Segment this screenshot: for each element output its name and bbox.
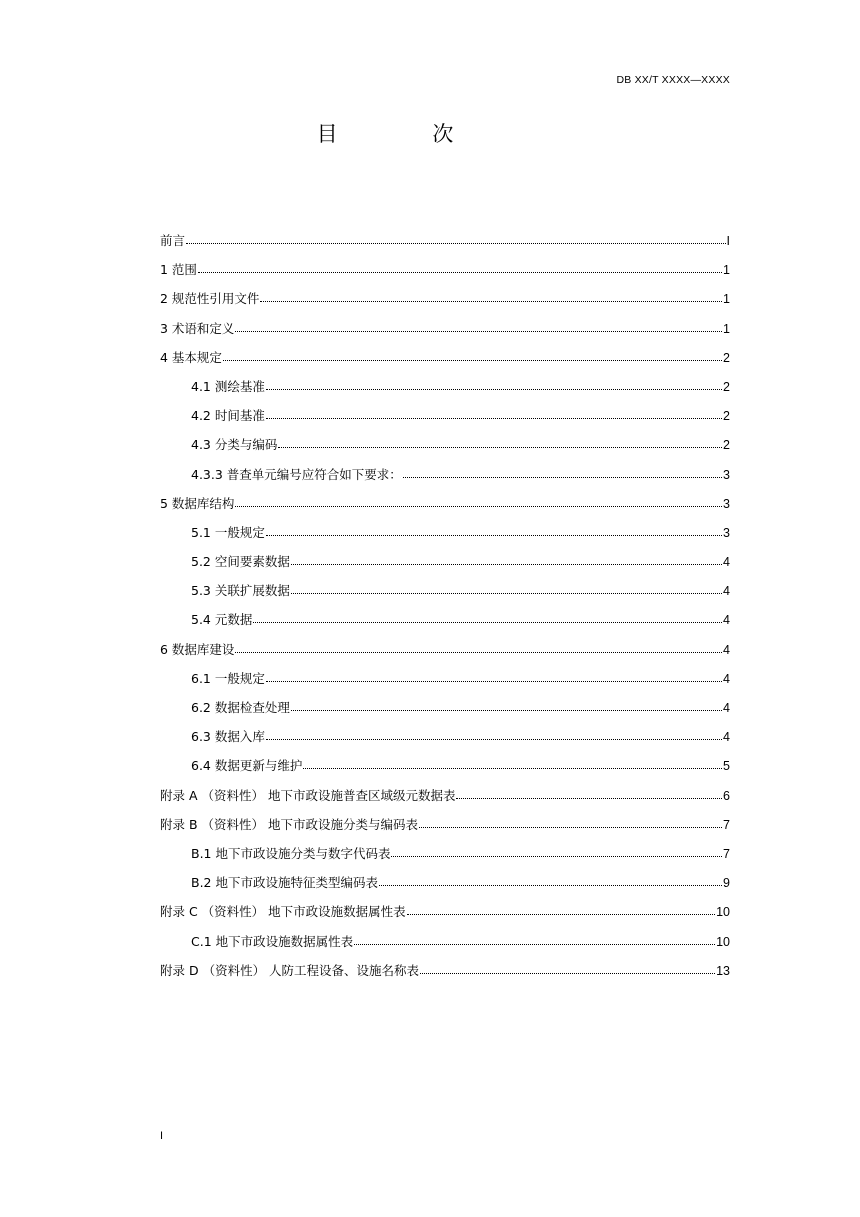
toc-entry[interactable] [160, 873, 730, 902]
toc-entry-page: 5 [723, 759, 730, 774]
toc-entry-page: 6 [723, 788, 730, 803]
toc-dot-leader [407, 914, 715, 915]
toc-entry-page: 10 [716, 934, 730, 949]
toc-entry-page: 2 [723, 350, 730, 365]
toc-entry-page: I [726, 234, 730, 248]
toc-entry[interactable] [160, 523, 730, 552]
toc-dot-leader [198, 272, 722, 273]
toc-entry-page: 2 [723, 379, 730, 394]
toc-entry-page: 2 [723, 409, 730, 424]
toc-entry-label: 5.2 空间要素数据 [191, 554, 290, 570]
toc-dot-leader [291, 564, 722, 565]
toc-entry-label: 4 基本规定 [160, 349, 222, 365]
toc-entry-page: 1 [723, 321, 730, 336]
toc-entry-page: 4 [723, 701, 730, 715]
toc-entry-label: 5 数据库结构 [160, 495, 235, 511]
toc-dot-leader [420, 973, 715, 974]
toc-dot-leader [379, 885, 722, 886]
toc-entry-page: 2 [723, 438, 730, 453]
toc-dot-leader [403, 477, 722, 478]
toc-entry-label: 6.4 数据更新与维护 [191, 758, 303, 774]
toc-entry[interactable] [160, 698, 730, 727]
toc-entry-page: 1 [723, 292, 730, 307]
toc-dot-leader [223, 360, 722, 361]
toc-dot-leader [266, 389, 722, 390]
toc-entry-page: 4 [723, 584, 730, 599]
toc-entry-page: 4 [723, 555, 730, 570]
toc-entry-page: 4 [723, 671, 730, 686]
toc-entry-label: 4.3 分类与编码 [191, 437, 278, 453]
toc-entry-label: 1 范围 [160, 262, 197, 278]
toc-entry-page: 3 [723, 525, 730, 540]
toc-entry-label: 附录 B （资料性） 地下市政设施分类与编码表 [160, 816, 418, 832]
toc-dot-leader [278, 447, 722, 448]
toc-entry[interactable] [160, 435, 730, 464]
toc-entry-page: 1 [723, 263, 730, 278]
toc-entry[interactable] [160, 756, 730, 785]
toc-entry-page: 9 [723, 876, 730, 891]
toc-entry-label: 4.2 时间基准 [191, 408, 265, 424]
toc-dot-leader [186, 243, 726, 244]
toc-dot-leader [266, 418, 722, 419]
toc-dot-leader [266, 535, 722, 536]
toc-entry-page: 10 [716, 905, 730, 920]
toc-entry-page: 3 [723, 467, 730, 482]
toc-entry[interactable] [160, 465, 730, 494]
toc-entry-label: 2 规范性引用文件 [160, 291, 260, 307]
toc-entry-page: 13 [716, 963, 730, 978]
toc-entry-label: 3 术语和定义 [160, 320, 235, 336]
toc-entry[interactable] [160, 494, 730, 523]
toc-entry[interactable] [160, 610, 730, 639]
toc-dot-leader [253, 622, 722, 623]
toc-entry-label: 6.2 数据检查处理 [191, 700, 290, 715]
toc-entry[interactable] [160, 669, 730, 698]
toc-dot-leader [266, 681, 722, 682]
page-title: 目 次 [316, 122, 498, 146]
toc-entry-label: 附录 C （资料性） 地下市政设施数据属性表 [160, 904, 406, 920]
toc-entry-label: 6.3 数据入库 [191, 729, 265, 745]
toc-dot-leader [266, 739, 722, 740]
toc-entry[interactable] [160, 786, 730, 815]
toc-entry-label: 4.3.3 普查单元编号应符合如下要求： [191, 466, 402, 482]
toc-entry[interactable] [160, 932, 730, 961]
toc-dot-leader [291, 593, 722, 594]
toc-dot-leader [235, 331, 722, 332]
toc-entry[interactable] [160, 815, 730, 844]
toc-entry-page: 4 [723, 642, 730, 657]
page-number: I [160, 1130, 164, 1142]
document-code: DB XX/T XXXX—XXXX [616, 74, 730, 86]
toc-entry[interactable] [160, 727, 730, 756]
toc-dot-leader [391, 856, 722, 857]
toc-entry[interactable] [160, 260, 730, 289]
toc-entry-label: 附录 A （资料性） 地下市政设施普查区域级元数据表 [160, 787, 456, 803]
toc-entry-label: 5.4 元数据 [191, 612, 253, 628]
toc-entry-label: 5.1 一般规定 [191, 524, 265, 540]
toc-entry-label: B.2 地下市政设施特征类型编码表 [191, 875, 378, 891]
toc-entry-page: 7 [723, 846, 730, 861]
toc-entry-label: C.1 地下市政设施数据属性表 [191, 933, 354, 949]
table-of-contents [160, 231, 730, 990]
toc-entry[interactable] [160, 844, 730, 873]
toc-dot-leader [419, 827, 722, 828]
toc-dot-leader [456, 798, 722, 799]
toc-entry[interactable] [160, 552, 730, 581]
toc-entry[interactable] [160, 289, 730, 318]
toc-entry-page: 4 [723, 730, 730, 745]
toc-entry[interactable] [160, 640, 730, 669]
toc-entry-label: 5.3 关联扩展数据 [191, 583, 290, 599]
toc-entry-label: 6 数据库建设 [160, 641, 235, 657]
toc-entry[interactable] [160, 377, 730, 406]
toc-dot-leader [235, 506, 722, 507]
toc-dot-leader [303, 768, 722, 769]
toc-entry[interactable] [160, 231, 730, 260]
toc-entry-label: 4.1 测绘基准 [191, 378, 265, 394]
toc-entry[interactable] [160, 902, 730, 931]
toc-entry[interactable] [160, 581, 730, 610]
toc-entry-page: 7 [723, 817, 730, 832]
toc-entry[interactable] [160, 348, 730, 377]
toc-dot-leader [235, 652, 722, 653]
toc-dot-leader [291, 710, 722, 711]
toc-dot-leader [354, 944, 715, 945]
toc-entry-label: B.1 地下市政设施分类与数字代码表 [191, 845, 391, 861]
toc-entry-page: 3 [723, 496, 730, 511]
toc-entry[interactable] [160, 406, 730, 435]
toc-entry-label: 6.1 一般规定 [191, 670, 265, 686]
toc-entry-label: 附录 D （资料性） 人防工程设备、设施名称表 [160, 962, 420, 978]
toc-dot-leader [260, 301, 722, 302]
toc-entry[interactable] [160, 319, 730, 348]
toc-entry-label: 前言 [160, 233, 186, 248]
toc-entry-page: 4 [723, 613, 730, 628]
toc-entry[interactable] [160, 961, 730, 990]
